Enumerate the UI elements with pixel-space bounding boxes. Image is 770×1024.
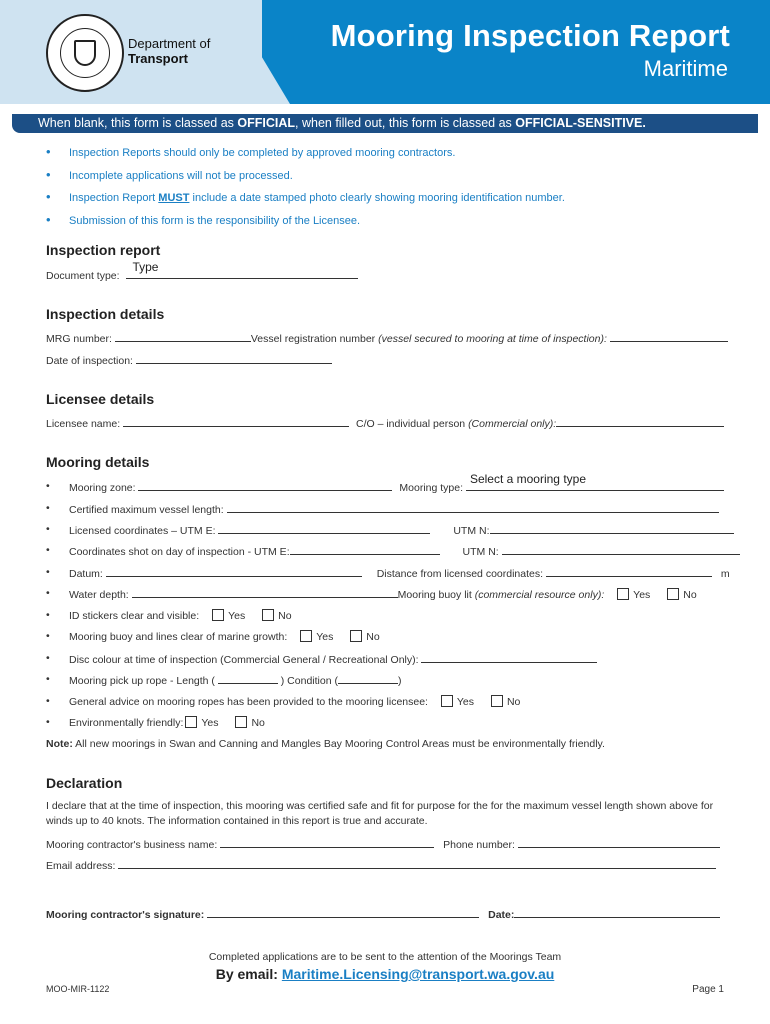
business-row: Mooring contractor's business name: Phone number: [46, 837, 720, 851]
document-type-row: Document type: Type [46, 268, 358, 282]
licensee-row: Licensee name: C/O – individual person (Commercial only): [46, 416, 724, 430]
mooring-type-select[interactable] [466, 472, 724, 491]
id-stickers-row: • ID stickers clear and visible: Yes No [46, 609, 292, 622]
instruction-item: • Inspection Reports should only be completed by approved mooring contractors. [46, 146, 736, 169]
mrg-row: MRG number: Vessel registration number (vessel secured to mooring at time of inspection): [46, 331, 728, 345]
date-of-inspection-row: Date of inspection: [46, 353, 332, 367]
page-subtitle: Maritime [643, 56, 728, 81]
mrg-number-field[interactable] [115, 331, 251, 342]
environment-no-checkbox[interactable] [235, 716, 247, 728]
page-title: Mooring Inspection Report [330, 18, 730, 53]
government-seal-logo [46, 14, 124, 92]
marine-growth-yes-checkbox[interactable] [300, 630, 312, 642]
document-type-field[interactable] [126, 260, 358, 279]
mooring-type-value: Select a mooring type [469, 472, 586, 486]
instruction-item: • Inspection Report MUST include a date stamped photo clearly showing mooring identification number. [46, 191, 736, 214]
pickup-rope-length-field[interactable] [218, 673, 278, 684]
licensed-coords-row: • Licensed coordinates – UTM E: UTM N: [46, 523, 726, 537]
disc-colour-row: • Disc colour at time of inspection (Commercial General / Recreational Only): [46, 652, 726, 666]
email-address-field[interactable] [118, 858, 716, 869]
section-heading-mooring-details: Mooring details [46, 454, 150, 470]
date-of-inspection-field[interactable] [136, 353, 332, 364]
shot-utm-n-field[interactable] [502, 544, 740, 555]
licensee-name-field[interactable] [123, 416, 349, 427]
footer-instruction: Completed applications are to be sent to the attention of the Moorings Team [208, 951, 562, 963]
instruction-item: • Incomplete applications will not be processed. [46, 169, 736, 192]
id-stickers-no-checkbox[interactable] [262, 609, 274, 621]
datum-field[interactable] [106, 566, 362, 577]
declaration-text-2: winds up to 40 knots. The information contained in this report is true and accurate. [46, 815, 428, 827]
email-link[interactable]: Maritime.Licensing@transport.wa.gov.au [281, 966, 555, 982]
section-heading-inspection-report: Inspection report [46, 242, 161, 258]
pickup-rope-condition-field[interactable] [338, 673, 398, 684]
id-stickers-yes-checkbox[interactable] [212, 609, 224, 621]
email-row: Email address: [46, 858, 716, 872]
instruction-item: • Submission of this form is the responsibility of the Licensee. [46, 214, 736, 237]
environment-yes-checkbox[interactable] [185, 716, 197, 728]
mooring-note: Note: All new moorings in Swan and Canning and Mangles Bay Mooring Control Areas must be environmentally friendly. [46, 738, 605, 750]
section-heading-licensee-details: Licensee details [46, 391, 155, 407]
mooring-zone-field[interactable] [138, 480, 392, 491]
page-header [0, 0, 770, 104]
phone-number-field[interactable] [518, 837, 720, 848]
shot-utm-e-field[interactable] [290, 544, 440, 555]
datum-row: • Datum: Distance from licensed coordinates: m [46, 566, 730, 580]
water-depth-row: • Water depth: Mooring buoy lit (commercial resource only): Yes No [46, 587, 697, 601]
environment-row: • Environmentally friendly: Yes No [46, 716, 265, 729]
shot-coords-row: • Coordinates shot on day of inspection - UTM E: UTM N: [46, 544, 726, 558]
mooring-zone-row: • Mooring zone: Mooring type: Select a mooring type [46, 480, 726, 494]
buoy-lit-yes-checkbox[interactable] [617, 588, 629, 600]
rope-advice-no-checkbox[interactable] [491, 695, 503, 707]
care-of-field[interactable] [556, 416, 724, 427]
form-code: MOO-MIR-1122 [46, 984, 110, 994]
pickup-rope-row: • Mooring pick up rope - Length ( ) Condition ( ) [46, 673, 402, 687]
section-heading-inspection-details: Inspection details [46, 306, 165, 322]
seal-emblem [60, 28, 110, 78]
vessel-registration-field[interactable] [610, 331, 728, 342]
rope-advice-row: • General advice on mooring ropes has been provided to the mooring licensee: Yes No [46, 695, 521, 708]
classification-banner: When blank, this form is classed as OFFICIAL, when filled out, this form is classed as OFFICIAL-SENSITIVE. [12, 114, 758, 133]
instructions-list [46, 146, 736, 236]
signature-date-field[interactable] [514, 907, 720, 918]
declaration-text-1: I declare that at the time of inspection, this mooring was certified safe and fit for purpose for the for the maximum vessel length shown above for [46, 800, 714, 812]
swan-shield-icon [74, 40, 96, 66]
business-name-field[interactable] [220, 837, 434, 848]
department-name [128, 36, 210, 66]
page-number: Page 1 [692, 984, 724, 995]
disc-colour-field[interactable] [421, 652, 597, 663]
licensed-utm-n-field[interactable] [490, 523, 734, 534]
marine-growth-no-checkbox[interactable] [350, 630, 362, 642]
signature-field[interactable] [207, 907, 479, 918]
licensed-utm-e-field[interactable] [218, 523, 430, 534]
dept-line-2: Transport [128, 51, 188, 66]
vessel-length-field[interactable] [227, 502, 719, 513]
buoy-lit-no-checkbox[interactable] [667, 588, 679, 600]
document-type-value: Type [132, 260, 159, 274]
dept-line-1: Department of [128, 36, 211, 51]
signature-row: Mooring contractor's signature: Date: [46, 907, 720, 921]
vessel-length-row: • Certified maximum vessel length: [46, 502, 726, 516]
distance-field[interactable] [546, 566, 712, 577]
water-depth-field[interactable] [132, 587, 398, 598]
section-heading-declaration: Declaration [46, 775, 123, 791]
footer-email-line: By email: Maritime.Licensing@transport.wa.gov.au [215, 966, 555, 982]
marine-growth-row: • Mooring buoy and lines clear of marine growth: Yes No [46, 630, 380, 643]
rope-advice-yes-checkbox[interactable] [441, 695, 453, 707]
